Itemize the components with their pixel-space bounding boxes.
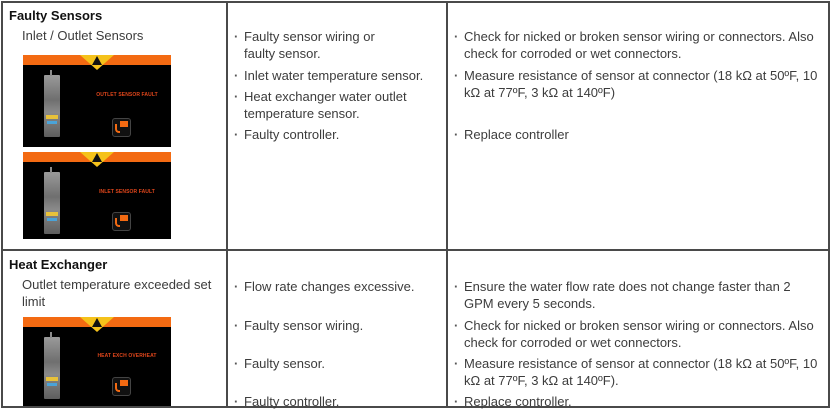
cause-item: · Faulty sensor wiring or faulty sensor. bbox=[234, 28, 394, 62]
section-title: Heat Exchanger bbox=[9, 257, 108, 272]
heater-unit-icon bbox=[44, 75, 60, 137]
remedies-cell-heat-exchanger bbox=[448, 251, 830, 409]
cause-item: · Heat exchanger water outlet temperature sensor. bbox=[234, 88, 424, 122]
fault-cell-faulty-sensors bbox=[3, 3, 226, 249]
heater-unit-icon bbox=[44, 337, 60, 399]
cause-item: · Inlet water temperature sensor. bbox=[234, 67, 454, 84]
contact-phone-mail-icon bbox=[112, 118, 131, 137]
heater-unit-icon bbox=[44, 172, 60, 234]
troubleshooting-table bbox=[1, 1, 830, 408]
contact-phone-mail-icon bbox=[112, 377, 131, 396]
remedy-item: · Ensure the water flow rate does not change faster than 2 GPM every 5 seconds. bbox=[454, 278, 814, 312]
fault-message: INLET SENSOR FAULT bbox=[99, 189, 155, 195]
fault-message: HEAT EXCH OVERHEAT bbox=[97, 353, 157, 359]
remedies-cell-faulty-sensors bbox=[448, 3, 830, 249]
cause-item: · Faulty controller. bbox=[234, 126, 444, 143]
causes-cell-faulty-sensors bbox=[228, 3, 446, 249]
remedy-item: · Check for nicked or broken sensor wiring or connectors. Also check for corroded or wet connectors. bbox=[454, 28, 832, 62]
display-screen-inlet-fault bbox=[23, 152, 171, 239]
fault-message: OUTLET SENSOR FAULT bbox=[96, 92, 158, 98]
fault-cell-heat-exchanger bbox=[3, 251, 226, 406]
remedy-item: · Measure resistance of sensor at connector (18 kΩ at 50ºF, 10 kΩ at 77ºF, 3 kΩ at 140ºF). bbox=[454, 355, 832, 389]
remedy-item: · Check for nicked or broken sensor wiring or connectors. Also check for corroded or wet connectors. bbox=[454, 317, 832, 351]
causes-cell-heat-exchanger bbox=[228, 251, 446, 409]
warning-glyph-icon bbox=[92, 56, 102, 65]
cause-item: · Faulty sensor wiring. bbox=[234, 317, 454, 334]
remedy-item: · Replace controller. bbox=[454, 393, 832, 410]
section-title: Faulty Sensors bbox=[9, 8, 103, 23]
cause-item: · Faulty controller. bbox=[234, 393, 454, 410]
section-subtitle: Inlet / Outlet Sensors bbox=[22, 28, 144, 43]
warning-glyph-icon bbox=[92, 153, 102, 162]
contact-phone-mail-icon bbox=[112, 212, 131, 231]
display-screen-overheat-fault bbox=[23, 317, 171, 406]
warning-glyph-icon bbox=[92, 318, 102, 327]
section-subtitle: Outlet temperature exceeded set limit bbox=[22, 277, 212, 309]
cause-item: · Faulty sensor. bbox=[234, 355, 454, 372]
remedy-item: · Measure resistance of sensor at connector (18 kΩ at 50ºF, 10 kΩ at 77ºF, 3 kΩ at 140ºF) bbox=[454, 67, 832, 101]
remedy-item: · Replace controller bbox=[454, 126, 832, 143]
cause-item: · Flow rate changes excessive. bbox=[234, 278, 454, 295]
display-screen-outlet-fault bbox=[23, 55, 171, 147]
